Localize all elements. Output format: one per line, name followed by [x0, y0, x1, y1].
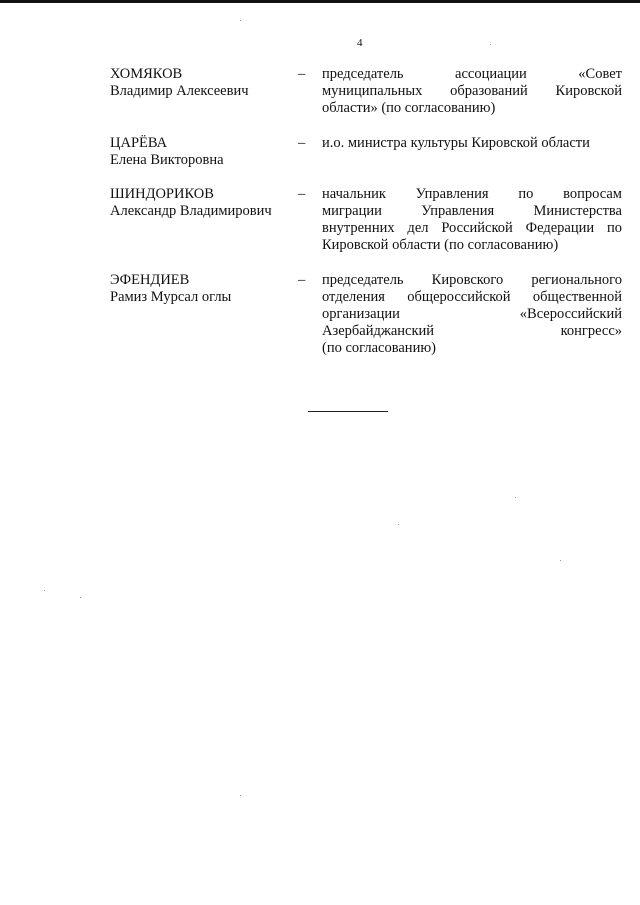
scan-speck — [398, 524, 399, 525]
role-line: Азербайджанский конгресс» — [322, 323, 622, 339]
member-given-name: Рамиз Мурсал оглы — [110, 289, 232, 305]
scan-speck — [80, 597, 81, 598]
member-surname: ШИНДОРИКОВ — [110, 186, 214, 202]
member-surname: ЭФЕНДИЕВ — [110, 272, 190, 288]
member-name — [110, 66, 290, 100]
role-line: внутренних дел Российской Федерации по — [322, 220, 622, 236]
member-name — [110, 186, 290, 220]
role-line: области» (по согласованию) — [322, 100, 496, 116]
role-line: и.о. министра культуры Кировской области — [322, 135, 590, 151]
role-line: начальник Управления по вопросам — [322, 186, 622, 202]
member-role — [322, 135, 622, 152]
member-surname: ЦАРЁВА — [110, 135, 168, 151]
separator-dash: – — [298, 66, 306, 82]
role-line: отделения общероссийской общественной — [322, 289, 622, 305]
scan-speck — [240, 20, 241, 21]
top-border-line — [0, 0, 640, 3]
scan-speck — [44, 590, 45, 591]
role-line: (по согласованию) — [322, 340, 436, 356]
role-line: председатель ассоциации «Совет — [322, 66, 622, 82]
member-surname: ХОМЯКОВ — [110, 66, 183, 82]
role-line: муниципальных образований Кировской — [322, 83, 622, 99]
separator-dash: – — [298, 135, 306, 151]
role-line: миграции Управления Министерства — [322, 203, 622, 219]
role-line: Кировской области (по согласованию) — [322, 237, 559, 253]
scan-speck — [490, 44, 491, 45]
scan-speck — [240, 795, 241, 796]
scan-speck — [515, 497, 516, 498]
page-number: 4 — [357, 37, 363, 49]
member-given-name: Владимир Алексеевич — [110, 83, 249, 99]
member-name — [110, 272, 290, 306]
member-name — [110, 135, 290, 169]
end-separator-line — [308, 411, 388, 412]
role-line: организации «Всероссийский — [322, 306, 622, 322]
member-given-name: Александр Владимирович — [110, 203, 272, 219]
member-role — [322, 272, 622, 357]
member-role — [322, 66, 622, 117]
member-given-name: Елена Викторовна — [110, 152, 224, 168]
separator-dash: – — [298, 186, 306, 202]
separator-dash: – — [298, 272, 306, 288]
scan-speck — [560, 560, 561, 561]
role-line: председатель Кировского регионального — [322, 272, 622, 288]
member-role — [322, 186, 622, 254]
